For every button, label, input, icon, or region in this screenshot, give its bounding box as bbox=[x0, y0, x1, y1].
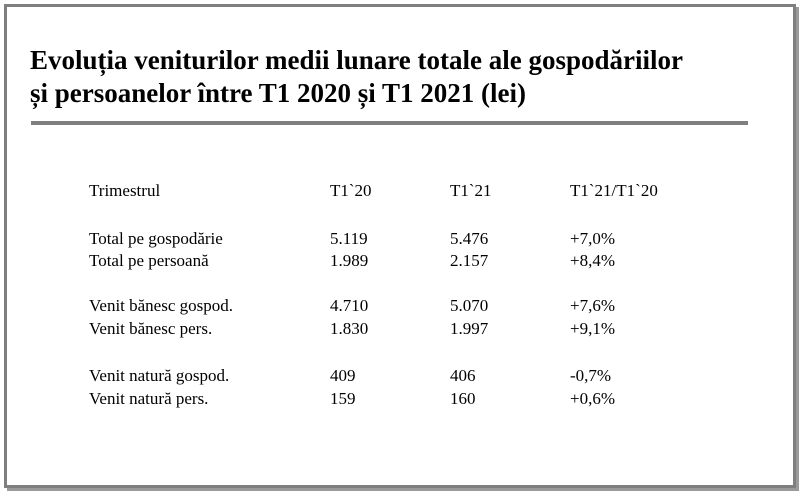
slide-title-line-1: Evoluția veniturilor medii lunare totale ale gospodăriilor bbox=[30, 45, 683, 75]
row-label: Venit bănesc pers. bbox=[89, 319, 213, 338]
row-label: Venit natură pers. bbox=[89, 389, 209, 408]
row-label: Total pe persoană bbox=[89, 251, 209, 270]
row-value-t1-2021: 2.157 bbox=[450, 251, 489, 270]
table-row bbox=[0, 318, 800, 340]
row-change: +7,0% bbox=[570, 229, 615, 248]
row-label: Venit bănesc gospod. bbox=[89, 296, 234, 315]
row-value-t1-2021: 406 bbox=[450, 366, 476, 385]
table-row bbox=[0, 388, 800, 410]
row-value-t1-2021: 5.070 bbox=[450, 296, 489, 315]
row-value-t1-2020: 159 bbox=[330, 389, 356, 408]
row-change: +8,4% bbox=[570, 251, 615, 270]
slide-title-line-2: și persoanelor între T1 2020 și T1 2021 (lei) bbox=[30, 78, 527, 108]
row-value-t1-2021: 1.997 bbox=[450, 319, 489, 338]
row-label: Venit natură gospod. bbox=[89, 366, 230, 385]
header-t1-2021: T1`21 bbox=[450, 181, 492, 200]
row-value-t1-2020: 4.710 bbox=[330, 296, 369, 315]
table-header-row bbox=[0, 180, 800, 202]
header-change: T1`21/T1`20 bbox=[570, 181, 658, 200]
header-period: Trimestrul bbox=[89, 181, 161, 200]
table-row bbox=[0, 365, 800, 387]
row-label: Total pe gospodărie bbox=[89, 229, 223, 248]
table-row bbox=[0, 250, 800, 272]
row-value-t1-2021: 160 bbox=[450, 389, 476, 408]
row-value-t1-2021: 5.476 bbox=[450, 229, 489, 248]
row-value-t1-2020: 5.119 bbox=[330, 229, 368, 248]
row-value-t1-2020: 1.830 bbox=[330, 319, 369, 338]
table-row bbox=[0, 295, 800, 317]
row-value-t1-2020: 409 bbox=[330, 366, 356, 385]
table-row bbox=[0, 228, 800, 250]
row-change: +9,1% bbox=[570, 319, 615, 338]
row-change: -0,7% bbox=[570, 366, 612, 385]
header-t1-2020: T1`20 bbox=[330, 181, 372, 200]
row-value-t1-2020: 1.989 bbox=[330, 251, 369, 270]
row-change: +7,6% bbox=[570, 296, 615, 315]
row-change: +0,6% bbox=[570, 389, 615, 408]
